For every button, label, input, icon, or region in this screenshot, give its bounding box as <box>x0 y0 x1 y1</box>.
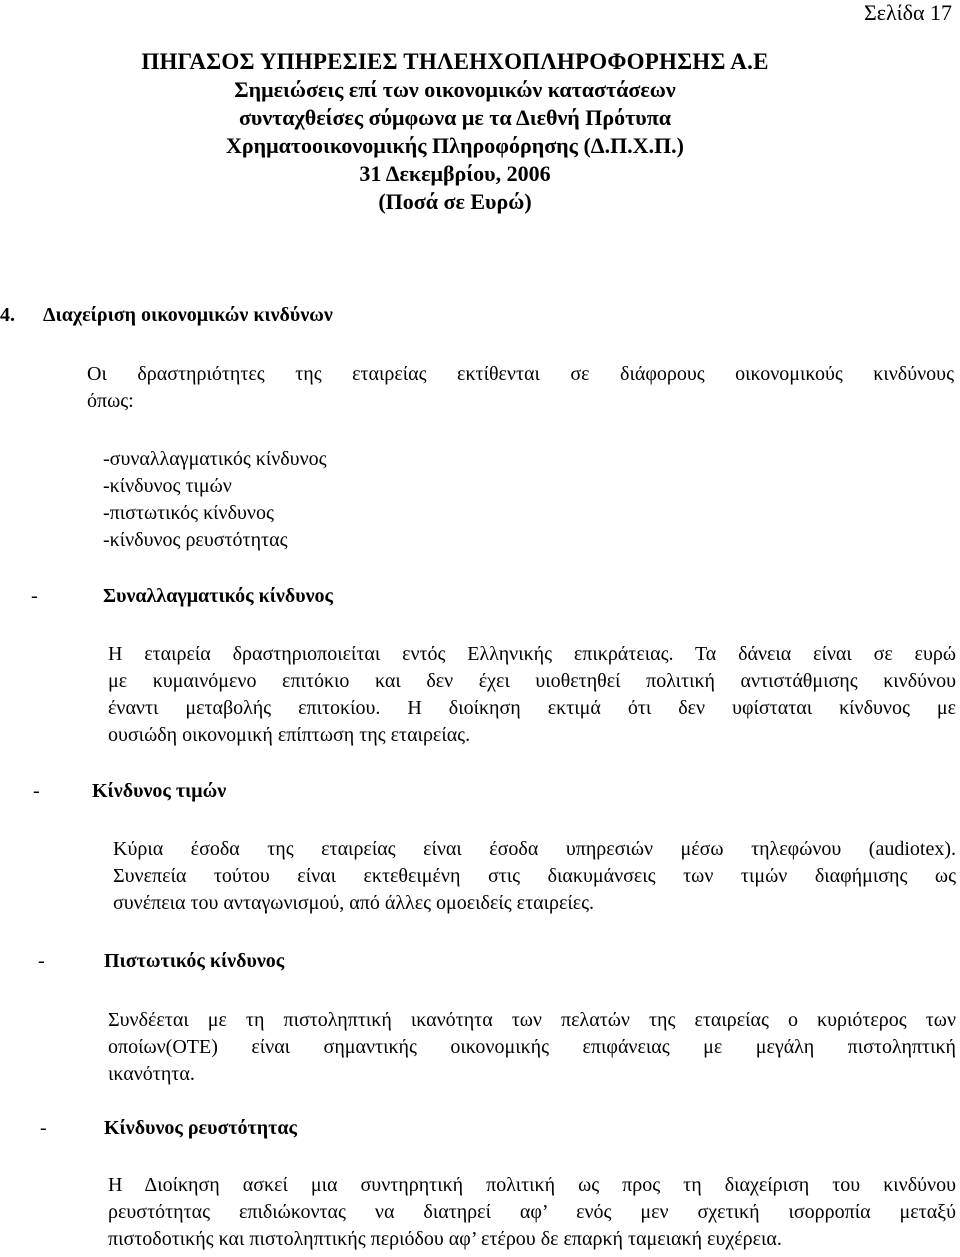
paragraph-line: Συνδέεται με τη πιστοληπτική ικανότητα των πελατών της εταιρείας ο κυριότερος των <box>108 1009 956 1031</box>
price-risk-heading-text: Κίνδυνος τιμών <box>92 780 227 802</box>
header-line-3: Χρηματοοικονομικής Πληροφόρησης (Δ.Π.Χ.Π.) <box>225 133 685 158</box>
paragraph-line: ρευστότητας επιδιώκοντας να διατηρεί αφ’ ενός μεν σχετική ισορροπία μεταξύ <box>108 1201 956 1223</box>
fx-risk-paragraph <box>108 641 956 749</box>
paragraph-line: Συνεπεία τούτου είναι εκτεθειμένη στις διακυμάνσεις των τιμών διαφήμισης ως <box>113 865 956 887</box>
intro-line: όπως: <box>87 390 134 412</box>
fx-risk-heading-text: Συναλλαγματικός κίνδυνος <box>103 585 333 607</box>
section-title-text: Διαχείριση οικονομικών κινδύνων <box>43 304 333 326</box>
liquidity-risk-heading <box>40 1117 297 1140</box>
header-date: 31 Δεκεμβρίου, 2006 <box>359 161 551 186</box>
fx-risk-heading <box>31 585 333 608</box>
header-line-1: Σημειώσεις επί των οικονομικών καταστάσεων <box>234 77 676 102</box>
list-item: -κίνδυνος ρευστότητας <box>103 529 288 551</box>
paragraph-line: έναντι μεταβολής επιτοκίου. Η διοίκηση εκτιμά ότι δεν υφίσταται κίνδυνος με <box>108 697 956 719</box>
heading-dash: - <box>33 780 40 802</box>
heading-dash: - <box>40 1117 47 1139</box>
paragraph-line: Κύρια έσοδα της εταιρείας είναι έσοδα υπηρεσιών μέσω τηλεφώνου (audiotex). <box>113 838 956 860</box>
liquidity-risk-heading-text: Κίνδυνος ρευστότητας <box>104 1117 297 1139</box>
list-item: -πιστωτικός κίνδυνος <box>103 502 274 524</box>
list-item: -κίνδυνος τιμών <box>103 475 232 497</box>
price-risk-paragraph <box>113 836 956 917</box>
heading-dash: - <box>31 585 38 607</box>
price-risk-heading <box>33 780 226 803</box>
page-number: Σελίδα 17 <box>863 0 952 25</box>
paragraph-line: με κυμαινόμενο επιτόκιο και δεν έχει υιοθετηθεί πολιτική αντιστάθμισης κινδύνου <box>108 670 956 692</box>
paragraph-line: Η Διοίκηση ασκεί μια συντηρητική πολιτική ως προς τη διαχείριση του κινδύνου <box>108 1174 956 1196</box>
paragraph-line: Η εταιρεία δραστηριοποιείται εντός Ελληνικής επικράτειας. Τα δάνεια είναι σε ευρώ <box>108 643 956 665</box>
company-name: ΠΗΓΑΣΟΣ ΥΠΗΡΕΣΙΕΣ ΤΗΛΕΗΧΟΠΛΗΡΟΦΟΡΗΣΗΣ Α.Ε <box>141 49 769 74</box>
heading-dash: - <box>38 950 45 972</box>
paragraph-line: οποίων(ΟΤΕ) είναι σημαντικής οικονομικής επιφάνειας με μεγάλη πιστοληπτική <box>108 1036 956 1058</box>
credit-risk-heading-text: Πιστωτικός κίνδυνος <box>104 950 285 972</box>
section-title <box>0 304 333 327</box>
section-number: 4. <box>0 304 15 326</box>
intro-line: Οι δραστηριότητες της εταιρείας εκτίθενται σε διάφορους οικονομικούς κινδύνους <box>87 363 954 385</box>
liquidity-risk-paragraph <box>108 1172 956 1253</box>
paragraph-line: ικανότητα. <box>108 1063 195 1085</box>
paragraph-line: συνέπεια του ανταγωνισμού, από άλλες ομοειδείς εταιρείες. <box>113 892 595 914</box>
document-header <box>0 48 910 216</box>
list-item: -συναλλαγματικός κίνδυνος <box>103 448 327 470</box>
risk-list <box>103 446 327 554</box>
intro-paragraph <box>87 361 954 415</box>
credit-risk-heading <box>38 950 284 973</box>
header-line-2: συνταχθείσες σύμφωνα με τα Διεθνή Πρότυπα <box>238 105 672 130</box>
credit-risk-paragraph <box>108 1007 956 1088</box>
paragraph-line: πιστοδοτικής και πιστοληπτικής περιόδου αφ’ ετέρου δε επαρκή ταμειακή ευχέρεια. <box>108 1228 782 1250</box>
paragraph-line: ουσιώδη οικονομική επίπτωση της εταιρείας. <box>108 724 471 746</box>
header-currency: (Ποσά σε Ευρώ) <box>378 189 532 214</box>
